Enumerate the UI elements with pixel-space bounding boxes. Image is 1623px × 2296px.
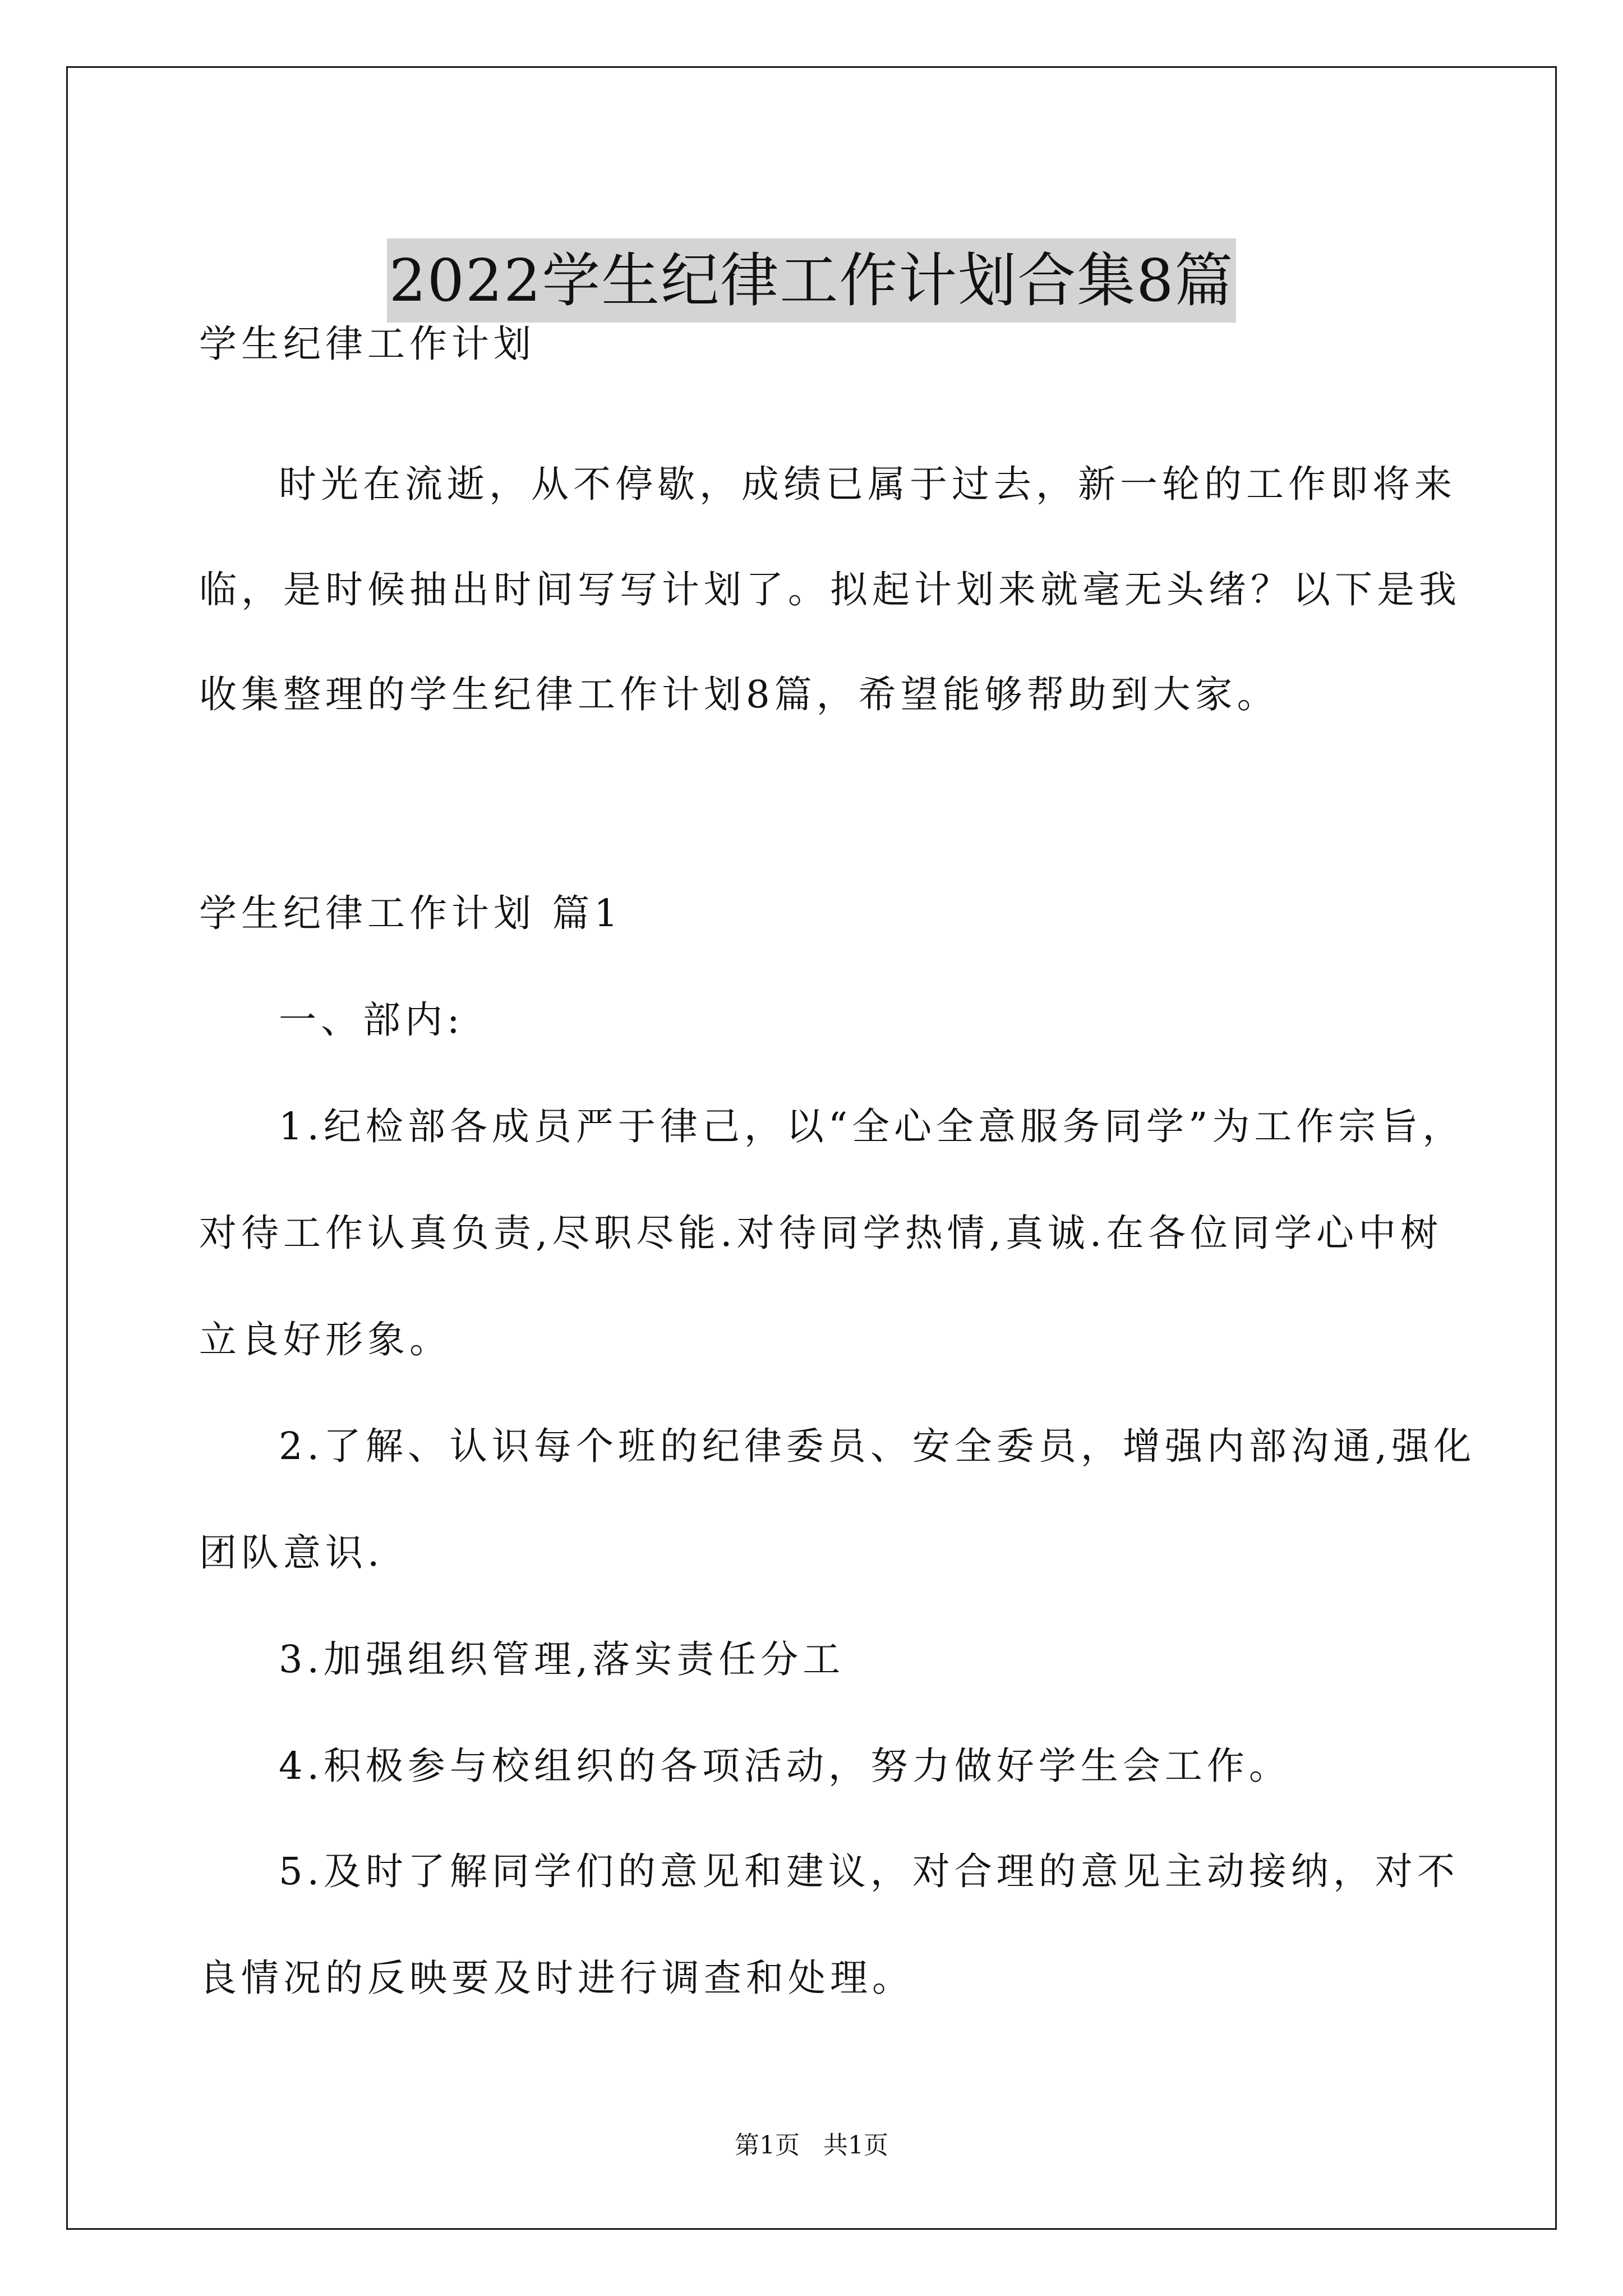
paragraph-line: 一、部内: bbox=[279, 998, 464, 1042]
paragraph-line: 对待工作认真负责,尽职尽能.对待同学热情,真诚.在各位同学心中树 bbox=[199, 1211, 1443, 1255]
paragraph-line: 5.及时了解同学们的意见和建议，对合理的意见主动接纳，对不 bbox=[279, 1849, 1459, 1893]
paragraph-line: 2.了解、认识每个班的纪律委员、安全委员，增强内部沟通,强化 bbox=[279, 1424, 1476, 1468]
paragraph-line: 团队意识. bbox=[199, 1531, 384, 1575]
paragraph-line: 临，是时候抽出时间写写计划了。拟起计划来就毫无头绪？以下是我 bbox=[199, 568, 1461, 611]
paragraph-line: 时光在流逝，从不停歇，成绩已属于过去，新一轮的工作即将来 bbox=[279, 462, 1456, 506]
paragraph-line: 1.纪检部各成员严于律己，以“全心全意服务同学”为工作宗旨， bbox=[279, 1105, 1465, 1148]
paragraph-line: 立良好形象。 bbox=[199, 1318, 451, 1361]
paragraph-line: 良情况的反映要及时进行调查和处理。 bbox=[199, 1956, 914, 2000]
paragraph-line: 3.加强组织管理,落实责任分工 bbox=[279, 1637, 845, 1681]
page-footer: 第1页 共1页 bbox=[735, 2131, 888, 2160]
section-heading: 学生纪律工作计划 bbox=[199, 322, 536, 366]
section-heading: 学生纪律工作计划 篇1 bbox=[199, 891, 623, 935]
document-title: 2022学生纪律工作计划合集8篇 bbox=[387, 238, 1237, 323]
paragraph-line: 收集整理的学生纪律工作计划8篇，希望能够帮助到大家。 bbox=[199, 673, 1279, 716]
paragraph-line: 4.积极参与校组织的各项活动，努力做好学生会工作。 bbox=[279, 1744, 1291, 1788]
